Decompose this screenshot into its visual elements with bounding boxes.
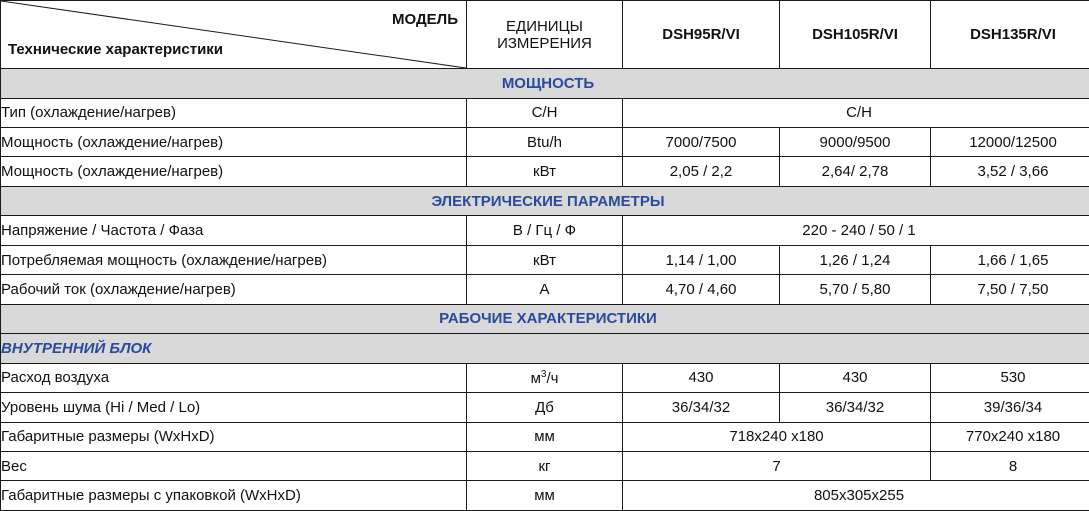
- row-value-2: 430: [780, 363, 931, 392]
- row-value-1: 1,14 / 1,00: [623, 245, 780, 274]
- row-label: Габаритные размеры с упаковкой (WxHxD): [1, 481, 467, 511]
- row-value-all: C/H: [623, 98, 1089, 127]
- section-row-electrical: [1, 186, 1089, 215]
- row-value-3: 7,50 / 7,50: [931, 275, 1089, 304]
- table-row-voltage: [1, 216, 1089, 245]
- table-row-power-input: [1, 245, 1089, 274]
- row-label: Расход воздуха: [1, 363, 467, 392]
- row-value-1: 2,05 / 2,2: [623, 157, 780, 186]
- row-label: Мощность (охлаждение/нагрев): [1, 157, 467, 186]
- row-unit: кВт: [467, 245, 623, 274]
- row-unit: В / Гц / Ф: [467, 216, 623, 245]
- row-value-1: 7000/7500: [623, 127, 780, 156]
- subsection-title-indoor: ВНУТРЕННИЙ БЛОК: [1, 334, 1089, 363]
- row-value-3: 39/36/34: [931, 393, 1089, 422]
- row-label: Напряжение / Частота / Фаза: [1, 216, 467, 245]
- row-label: Вес: [1, 451, 467, 480]
- table-row-capacity-btu: [1, 127, 1089, 156]
- row-value-2: 36/34/32: [780, 393, 931, 422]
- table-row-airflow: [1, 363, 1089, 392]
- section-title-electrical: ЭЛЕКТРИЧЕСКИЕ ПАРАМЕТРЫ: [1, 186, 1089, 215]
- section-title-operating: РАБОЧИЕ ХАРАКТЕРИСТИКИ: [1, 304, 1089, 333]
- section-title-power: МОЩНОСТЬ: [1, 69, 1089, 98]
- section-row-power: [1, 69, 1089, 98]
- row-label: Мощность (охлаждение/нагрев): [1, 127, 467, 156]
- row-value-3: 530: [931, 363, 1089, 392]
- row-unit: [467, 363, 623, 392]
- units-header: [467, 1, 623, 69]
- table-row-dimensions: [1, 422, 1089, 451]
- row-value-3: 3,52 / 3,66: [931, 157, 1089, 186]
- row-unit: кг: [467, 451, 623, 480]
- table-row-type: [1, 98, 1089, 127]
- row-unit: А: [467, 275, 623, 304]
- header-diagonal-cell: [1, 1, 467, 69]
- row-label: Уровень шума (Hi / Med / Lo): [1, 393, 467, 422]
- model-label: МОДЕЛЬ: [392, 11, 458, 28]
- row-value-2: 9000/9500: [780, 127, 931, 156]
- row-unit: Btu/h: [467, 127, 623, 156]
- model-header-1: DSH95R/VI: [623, 1, 780, 69]
- unit-superscript: 3: [541, 369, 547, 380]
- row-unit: Дб: [467, 393, 623, 422]
- table-row-noise: [1, 393, 1089, 422]
- row-unit: C/H: [467, 98, 623, 127]
- unit-tail: /ч: [546, 370, 558, 387]
- row-value-3: 770x240 x180: [931, 422, 1089, 451]
- row-value-all: 220 - 240 / 50 / 1: [623, 216, 1089, 245]
- row-value-1: 430: [623, 363, 780, 392]
- model-header-2: DSH105R/VI: [780, 1, 931, 69]
- spec-label: Технические характеристики: [8, 41, 223, 58]
- section-row-operating: [1, 304, 1089, 333]
- row-value-3: 8: [931, 451, 1089, 480]
- row-label: Габаритные размеры (WxHxD): [1, 422, 467, 451]
- row-value-2: 5,70 / 5,80: [780, 275, 931, 304]
- table-row-current: [1, 275, 1089, 304]
- row-value-merged: 7: [623, 451, 931, 480]
- subsection-row-indoor: [1, 334, 1089, 363]
- row-label: Тип (охлаждение/нагрев): [1, 98, 467, 127]
- row-label: Рабочий ток (охлаждение/нагрев): [1, 275, 467, 304]
- unit-base: м: [531, 370, 541, 387]
- row-value-1: 36/34/32: [623, 393, 780, 422]
- table-row-packed-dimensions: [1, 481, 1089, 511]
- row-unit: мм: [467, 422, 623, 451]
- row-value-3: 12000/12500: [931, 127, 1089, 156]
- row-value-3: 1,66 / 1,65: [931, 245, 1089, 274]
- row-value-all: 805x305x255: [623, 481, 1089, 511]
- row-label: Потребляемая мощность (охлаждение/нагрев): [1, 245, 467, 274]
- row-value-2: 2,64/ 2,78: [780, 157, 931, 186]
- model-header-3: DSH135R/VI: [931, 1, 1089, 69]
- row-value-1: 4,70 / 4,60: [623, 275, 780, 304]
- table-row-capacity-kw: [1, 157, 1089, 186]
- row-unit: кВт: [467, 157, 623, 186]
- row-value-merged: 718x240 x180: [623, 422, 931, 451]
- units-header-line1: ЕДИНИЦЫ: [506, 18, 583, 35]
- row-value-2: 1,26 / 1,24: [780, 245, 931, 274]
- row-unit: мм: [467, 481, 623, 511]
- units-header-line2: ИЗМЕРЕНИЯ: [497, 35, 592, 52]
- header-row: [1, 1, 1089, 69]
- table-row-weight: [1, 451, 1089, 480]
